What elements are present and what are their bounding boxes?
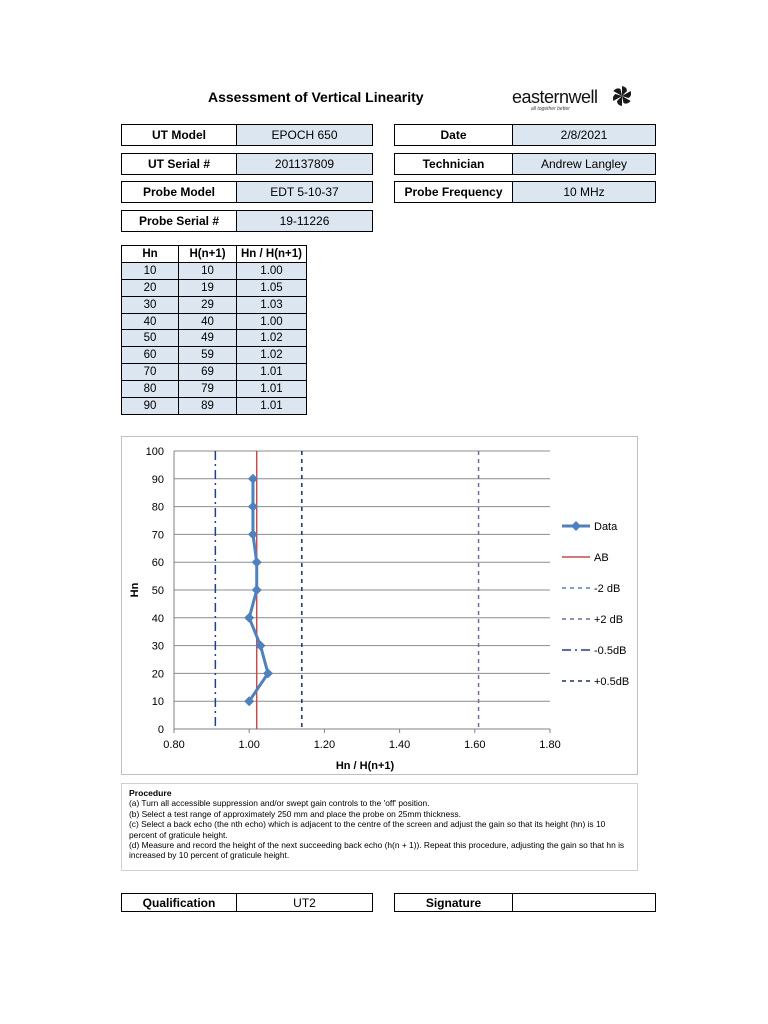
legend-label: -2 dB	[594, 583, 621, 595]
y-axis-label: Hn	[129, 582, 141, 598]
linearity-chart	[121, 436, 638, 775]
procedure-step: (d) Measure and record the height of the next succeeding back echo (h(n + 1)). Repeat this procedure, adjusting the gain so that hn is increased by 10 percent of graticule height.	[129, 840, 625, 861]
legend-label: AB	[594, 552, 609, 564]
x-tick-label: 1.60	[464, 739, 486, 751]
cell-ratio: 1.01	[237, 381, 307, 398]
data-point	[244, 613, 254, 623]
cell-ratio: 1.03	[237, 296, 307, 313]
cell-hn1[interactable]: 19	[179, 279, 237, 296]
cell-hn[interactable]: 50	[122, 330, 179, 347]
procedure-step: (a) Turn all accessible suppression and/or swept gain controls to the 'off' position.	[129, 798, 430, 809]
qualification-label: Qualification	[122, 894, 237, 911]
probe-serial-field	[121, 210, 373, 232]
y-tick-label: 80	[151, 501, 164, 514]
date-value[interactable]: 2/8/2021	[513, 125, 655, 145]
y-tick-label: 0	[157, 724, 164, 736]
chart-svg	[122, 437, 639, 776]
date-field	[394, 124, 656, 146]
table-row	[122, 398, 307, 415]
cell-hn[interactable]: 70	[122, 364, 179, 381]
cell-ratio: 1.02	[237, 330, 307, 347]
data-point	[252, 585, 262, 595]
probe-serial-label: Probe Serial #	[122, 211, 237, 231]
x-tick-label: 0.80	[163, 739, 185, 751]
cell-hn1[interactable]: 69	[179, 364, 237, 381]
y-tick-label: 50	[151, 585, 164, 597]
legend-label: +0.5dB	[594, 676, 630, 688]
cell-ratio: 1.01	[237, 364, 307, 381]
cell-ratio: 1.00	[237, 313, 307, 330]
company-logo	[512, 84, 642, 116]
legend-marker	[571, 521, 581, 531]
y-tick-label: 40	[151, 612, 164, 625]
signature-label: Signature	[395, 894, 513, 911]
cell-hn1[interactable]: 49	[179, 330, 237, 347]
data-point	[252, 557, 262, 567]
signature-field	[394, 893, 656, 912]
linearity-table	[121, 245, 307, 415]
y-tick-label: 70	[151, 529, 164, 542]
ut-serial-label: UT Serial #	[122, 154, 237, 174]
table-row	[122, 364, 307, 381]
ut-model-field	[121, 124, 373, 146]
table-row	[122, 296, 307, 313]
logo-text: easternwell	[512, 87, 598, 107]
table-row	[122, 262, 307, 279]
ut-serial-field	[121, 153, 373, 175]
probe-frequency-label: Probe Frequency	[395, 182, 513, 202]
qualification-value[interactable]: UT2	[237, 894, 372, 911]
cell-ratio: 1.01	[237, 398, 307, 415]
probe-model-field	[121, 181, 373, 203]
probe-frequency-value[interactable]: 10 MHz	[513, 182, 655, 202]
y-tick-label: 90	[151, 473, 164, 486]
procedure-step: (c) Select a back echo (the nth echo) which is adjacent to the centre of the screen and adjust the gain so that its height (hn) is 10 percent of graticule height.	[129, 819, 606, 840]
procedure-heading: Procedure	[129, 788, 172, 798]
table-row	[122, 381, 307, 398]
cell-hn1[interactable]: 29	[179, 296, 237, 313]
logo-tagline: all together better	[531, 106, 570, 112]
cell-hn[interactable]: 20	[122, 279, 179, 296]
probe-model-label: Probe Model	[122, 182, 237, 202]
cell-hn[interactable]: 90	[122, 398, 179, 415]
technician-field	[394, 153, 656, 175]
cell-hn1[interactable]: 10	[179, 262, 237, 279]
y-tick-label: 10	[151, 696, 164, 709]
date-label: Date	[395, 125, 513, 145]
cell-hn1[interactable]: 40	[179, 313, 237, 330]
probe-serial-value[interactable]: 19-11226	[237, 211, 372, 231]
cell-hn[interactable]: 40	[122, 313, 179, 330]
ut-model-value[interactable]: EPOCH 650	[237, 125, 372, 145]
legend-label: -0.5dB	[594, 645, 627, 657]
technician-value[interactable]: Andrew Langley	[513, 154, 655, 174]
cell-ratio: 1.02	[237, 347, 307, 364]
cell-ratio: 1.00	[237, 262, 307, 279]
x-tick-label: 1.00	[238, 739, 260, 751]
cell-hn[interactable]: 80	[122, 381, 179, 398]
qualification-field	[121, 893, 373, 912]
x-axis-label: Hn / H(n+1)	[335, 760, 395, 772]
header-ratio: Hn / H(n+1)	[237, 246, 307, 263]
cell-hn[interactable]: 60	[122, 347, 179, 364]
legend-label: Data	[594, 521, 618, 533]
table-row	[122, 313, 307, 330]
y-tick-label: 100	[145, 446, 164, 458]
cell-hn[interactable]: 10	[122, 262, 179, 279]
legend-label: +2 dB	[594, 614, 624, 626]
table-row	[122, 279, 307, 296]
y-tick-label: 30	[151, 640, 164, 653]
x-tick-label: 1.20	[313, 739, 336, 751]
x-tick-label: 1.80	[539, 739, 561, 751]
header-hn: Hn	[122, 246, 179, 263]
table-header-row	[122, 246, 307, 263]
ut-serial-value[interactable]: 201137809	[237, 154, 372, 174]
pinwheel-icon	[610, 84, 634, 108]
cell-hn1[interactable]: 59	[179, 347, 237, 364]
procedure-box	[121, 783, 638, 871]
signature-value[interactable]	[513, 894, 655, 911]
ut-model-label: UT Model	[122, 125, 237, 145]
y-tick-label: 60	[151, 557, 164, 570]
x-tick-label: 1.40	[388, 739, 411, 751]
header-hn1: H(n+1)	[179, 246, 237, 263]
cell-hn1[interactable]: 89	[179, 398, 237, 415]
technician-label: Technician	[395, 154, 513, 174]
probe-model-value[interactable]: EDT 5-10-37	[237, 182, 372, 202]
procedure-step: (b) Select a test range of approximately 250 mm and place the probe on 25mm thickness.	[129, 808, 461, 819]
cell-hn1[interactable]: 79	[179, 381, 237, 398]
table-row	[122, 347, 307, 364]
probe-frequency-field	[394, 181, 656, 203]
cell-ratio: 1.05	[237, 279, 307, 296]
cell-hn[interactable]: 30	[122, 296, 179, 313]
page-title: Assessment of Vertical Linearity	[208, 89, 424, 105]
table-row	[122, 330, 307, 347]
y-tick-label: 20	[151, 668, 164, 681]
